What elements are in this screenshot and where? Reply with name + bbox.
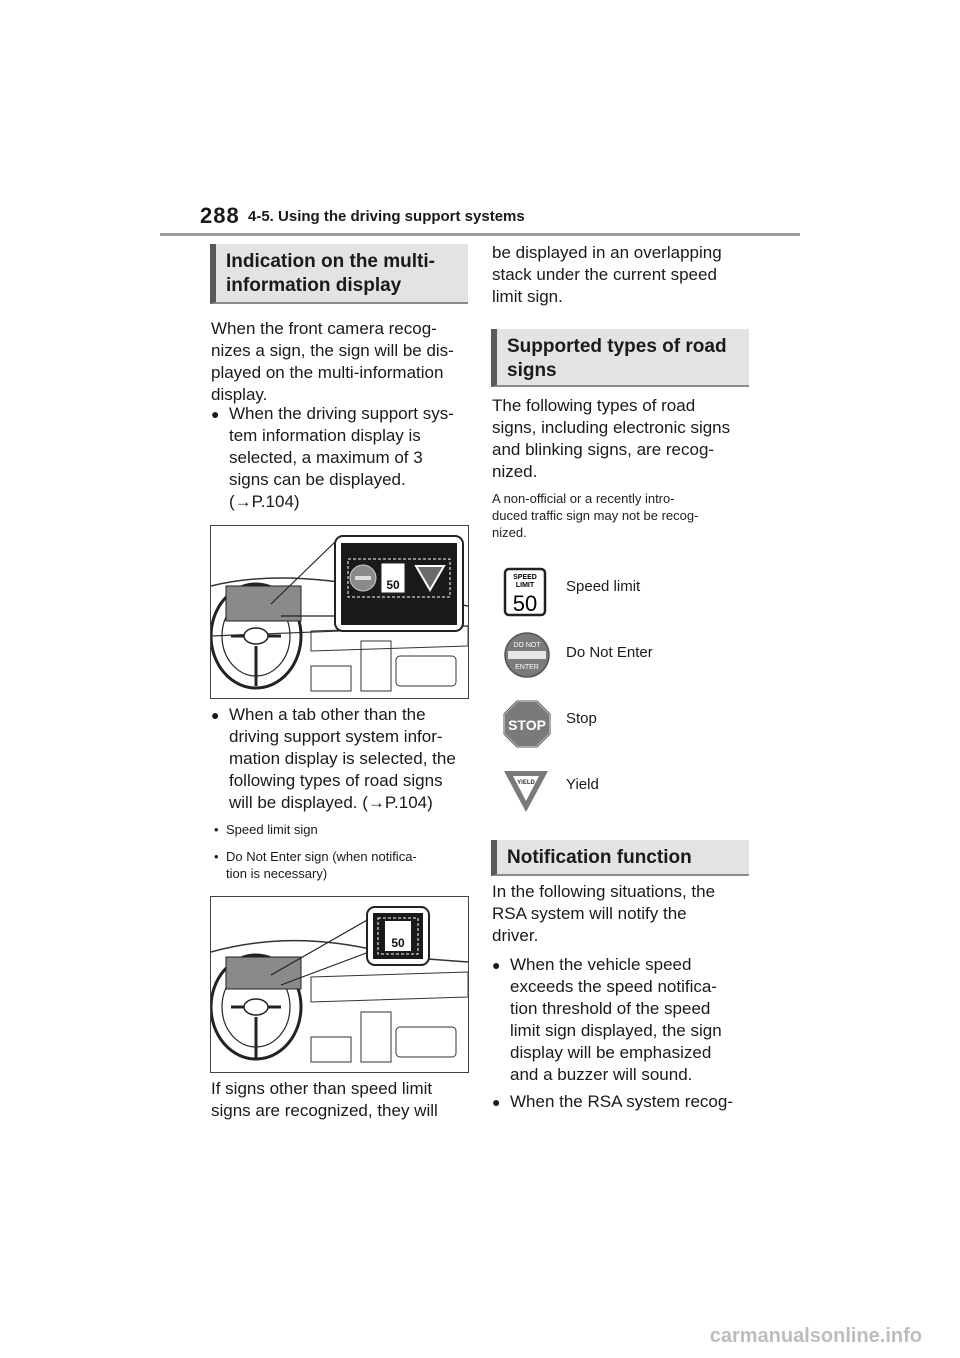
svg-text:50: 50 [512, 591, 538, 616]
bullet-driving-support-display: ● When the driving support sys- tem information display is selected, a maximum of 3 signs can be displayed. (→P.104) [211, 404, 454, 511]
header-rule [160, 233, 800, 236]
bullet-rsa-recognizes: ● When the RSA system recog- [492, 1092, 733, 1111]
paragraph-front-camera: When the front camera recog- nizes a sign, the sign will be dis- played on the multi-information display. [211, 319, 454, 404]
watermark: carmanualsonline.info [709, 1325, 922, 1347]
figure-speed-limit-display [210, 896, 469, 1073]
heading-notification-function: Notification function [491, 840, 749, 876]
section-title: 4-5. Using the driving support systems [248, 208, 525, 225]
sign-label-yield: Yield [566, 776, 599, 793]
sub-item-speed-limit: • Speed limit sign [214, 822, 318, 837]
heading-supported-signs: Supported types of road signs [491, 329, 749, 387]
paragraph-other-signs: If signs other than speed limit signs are recognized, they will [211, 1079, 438, 1120]
figure-three-signs-display [210, 525, 469, 699]
svg-text:YIELD: YIELD [517, 780, 535, 786]
stop-sign-icon [502, 699, 552, 749]
speed-value-label: 50 [386, 578, 400, 592]
page-number: 288 [200, 203, 240, 228]
sign-label-stop: Stop [566, 710, 597, 727]
bullet-icon: ● [211, 707, 220, 723]
bullet-icon: ● [492, 1094, 501, 1110]
bullet-icon: ● [492, 957, 501, 973]
svg-text:STOP: STOP [508, 717, 546, 733]
sign-label-speed-limit: Speed limit [566, 578, 641, 595]
note-unofficial-signs: A non-official or a recently intro- duced traffic sign may not be recog- nized. [492, 491, 699, 540]
svg-text:DO NOT: DO NOT [513, 642, 541, 649]
do-not-enter-sign-icon [503, 631, 551, 679]
speed-limit-sign-icon [503, 567, 549, 617]
bullet-icon: ● [211, 406, 220, 422]
yield-sign-icon [502, 768, 550, 814]
speed-value-label: 50 [391, 936, 405, 950]
sign-label-do-not-enter: Do Not Enter [566, 644, 653, 661]
sub-item-do-not-enter: • Do Not Enter sign (when notifica- tion is necessary) [214, 849, 417, 881]
svg-text:SPEED: SPEED [513, 574, 537, 581]
paragraph-recognized-types: The following types of road signs, including electronic signs and blinking signs, are recog- nized. [492, 396, 731, 481]
paragraph-notification-intro: In the following situations, the RSA system will notify the driver. [492, 882, 716, 945]
svg-text:LIMIT: LIMIT [515, 582, 535, 589]
bullet-speed-exceeds: ● When the vehicle speed exceeds the speed notifica- tion threshold of the speed limit sign displayed, the sign display will be emphasized and a buzzer will sound. [492, 955, 722, 1084]
paragraph-overlap-stack: be displayed in an overlapping stack under the current speed limit sign. [492, 243, 722, 306]
heading-multi-info-display: Indication on the multi- information display [210, 244, 468, 304]
bullet-other-tab: ● When a tab other than the driving support system infor- mation display is selected, the following types of road signs will be displayed. (→P.104) [211, 705, 456, 812]
svg-text:ENTER: ENTER [515, 664, 539, 671]
